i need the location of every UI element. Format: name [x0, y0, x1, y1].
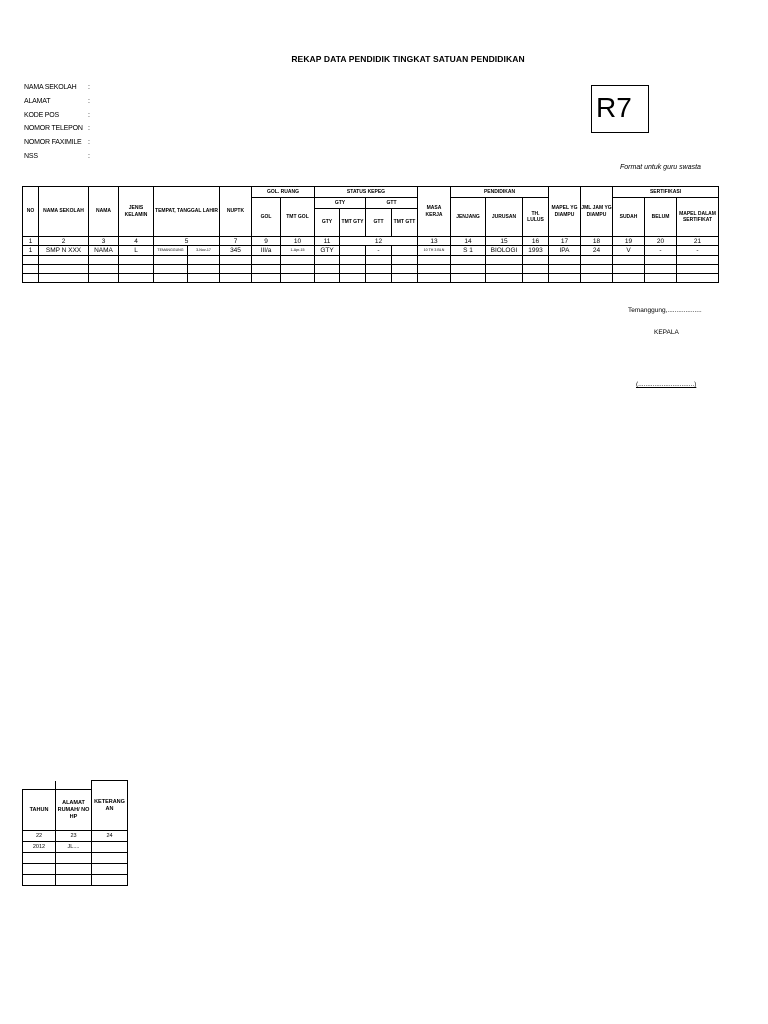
- signature-name: (...............................): [636, 381, 697, 388]
- cell-tahun: 2012: [23, 842, 56, 853]
- header-sudah: SUDAH: [613, 198, 645, 237]
- identity-row: [24, 136, 98, 150]
- header-nama-sekolah: NAMA SEKOLAH: [39, 187, 89, 237]
- header-pendidikan: PENDIDIKAN: [451, 187, 549, 198]
- column-number: 24: [92, 831, 128, 842]
- column-number: 22: [23, 831, 56, 842]
- header-keterangan: KETERANG AN: [92, 781, 128, 831]
- column-number: 19: [613, 237, 645, 246]
- cell-tmt-gol: 1-Apr-15: [281, 246, 315, 256]
- header-gol: GOL: [252, 198, 281, 237]
- cell-masa-kerja: 10 TH 3 BLN: [418, 246, 451, 256]
- identity-row: [24, 122, 98, 136]
- identity-sep: :: [88, 152, 90, 160]
- table-row: [23, 265, 719, 274]
- identity-sep: :: [88, 97, 90, 105]
- column-number: 17: [549, 237, 581, 246]
- header-tahun: TAHUN: [23, 790, 56, 831]
- header-alamat: ALAMAT RUMAH/ NO HP: [56, 790, 92, 831]
- table-row: [23, 853, 128, 864]
- column-number: 10: [281, 237, 315, 246]
- header-gty-group: GTY: [315, 198, 366, 209]
- signature-role: KEPALA: [654, 329, 679, 336]
- identity-label: ALAMAT: [24, 97, 51, 105]
- cell-alamat: JL....: [56, 842, 92, 853]
- table-row: [23, 864, 128, 875]
- cell-jml-jam: 24: [581, 246, 613, 256]
- header-jenjang: JENJANG: [451, 198, 486, 237]
- header-jurusan: JURUSAN: [486, 198, 523, 237]
- header-jml-jam: JML JAM YG DIAMPU: [581, 187, 613, 237]
- header-gol-ruang: GOL. RUANG: [252, 187, 315, 198]
- header-mapel-sertifikat: MAPEL DALAM SERTIFIKAT: [677, 198, 719, 237]
- header-ttl: TEMPAT, TANGGAL LAHIR: [154, 187, 220, 237]
- school-identity: [24, 81, 98, 164]
- column-number: 20: [645, 237, 677, 246]
- column-number: 13: [418, 237, 451, 246]
- header-gty: GTY: [315, 209, 340, 237]
- identity-label: NOMOR FAXIMILE: [24, 139, 82, 147]
- table-row: [23, 256, 719, 265]
- identity-sep: :: [88, 111, 90, 119]
- header-tmt-gty: TMT GTY: [340, 209, 366, 237]
- identity-sep: :: [88, 125, 90, 133]
- cell-jurusan: BIOLOGI: [486, 246, 523, 256]
- header-tmt-gtt: TMT GTT: [392, 209, 418, 237]
- header-nama: NAMA: [89, 187, 119, 237]
- column-number: 3: [89, 237, 119, 246]
- table-row: [23, 875, 128, 886]
- identity-sep: :: [88, 84, 90, 91]
- header-mapel: MAPEL YG DIAMPU: [549, 187, 581, 237]
- cell-tmt-gty: [340, 246, 366, 256]
- header-tmt-gol: TMT GOL: [281, 198, 315, 237]
- header-belum: BELUM: [645, 198, 677, 237]
- cell-sudah: V: [613, 246, 645, 256]
- column-number: 2: [39, 237, 89, 246]
- cell-nuptk: 345: [220, 246, 252, 256]
- signature-place-date: Temanggung,...................: [628, 307, 702, 314]
- identity-row: [24, 81, 98, 95]
- cell-nama: NAMA: [89, 246, 119, 256]
- cell-mapel-sertifikat: -: [677, 246, 719, 256]
- identity-row: [24, 109, 98, 123]
- column-number: 23: [56, 831, 92, 842]
- column-number: 5: [154, 237, 220, 246]
- cell-jenjang: S 1: [451, 246, 486, 256]
- identity-label: KODE POS: [24, 111, 59, 119]
- header-sertifikasi: SERTIFIKASI: [613, 187, 719, 198]
- form-code-box: R7: [591, 85, 649, 133]
- cell-gtt: -: [366, 246, 392, 256]
- column-number: 11: [315, 237, 340, 246]
- header-nuptk: NUPTK: [220, 187, 252, 237]
- column-number: 16: [523, 237, 549, 246]
- teacher-data-table: [22, 186, 719, 283]
- identity-row: [24, 150, 98, 164]
- cell-jk: L: [119, 246, 154, 256]
- header-gtt-group: GTT: [366, 198, 418, 209]
- cell-tmt-gtt: [392, 246, 418, 256]
- column-number: 15: [486, 237, 523, 246]
- column-number: 14: [451, 237, 486, 246]
- cell-no: 1: [23, 246, 39, 256]
- column-number: 1: [23, 237, 39, 246]
- cell-gty: GTY: [315, 246, 340, 256]
- header-masa-kerja: MASA KERJA: [418, 187, 451, 237]
- column-number: 12: [340, 237, 418, 246]
- identity-label: NAMA SEKOLAH: [24, 84, 77, 91]
- identity-label: NSS: [24, 152, 38, 160]
- cell-tanggal: 3-Nov-17: [188, 246, 220, 256]
- cell-mapel: IPA: [549, 246, 581, 256]
- column-number: 18: [581, 237, 613, 246]
- column-number: 9: [252, 237, 281, 246]
- header-jenis-kelamin: JENIS KELAMIN: [119, 187, 154, 237]
- column-number: 4: [119, 237, 154, 246]
- identity-sep: :: [88, 139, 90, 147]
- header-status-kepeg: STATUS KEPEG: [315, 187, 418, 198]
- cell-tempat: TEMANGGUNG: [154, 246, 188, 256]
- table-row: [23, 842, 128, 853]
- continuation-table: [22, 780, 128, 886]
- table-row: [23, 246, 719, 256]
- column-number: 21: [677, 237, 719, 246]
- cell-nama-sekolah: SMP N XXX: [39, 246, 89, 256]
- header-gtt: GTT: [366, 209, 392, 237]
- identity-row: [24, 95, 98, 109]
- table-row: [23, 274, 719, 283]
- format-note: Format untuk guru swasta: [620, 164, 701, 171]
- cell-th-lulus: 1993: [523, 246, 549, 256]
- column-number: 7: [220, 237, 252, 246]
- cell-keterangan: [92, 842, 128, 853]
- page-title: REKAP DATA PENDIDIK TINGKAT SATUAN PENDIDIKAN: [291, 54, 525, 64]
- header-th-lulus: TH. LULUS: [523, 198, 549, 237]
- cell-gol: III/a: [252, 246, 281, 256]
- header-no: NO: [23, 187, 39, 237]
- cell-belum: -: [645, 246, 677, 256]
- identity-label: NOMOR TELEPON: [24, 125, 83, 133]
